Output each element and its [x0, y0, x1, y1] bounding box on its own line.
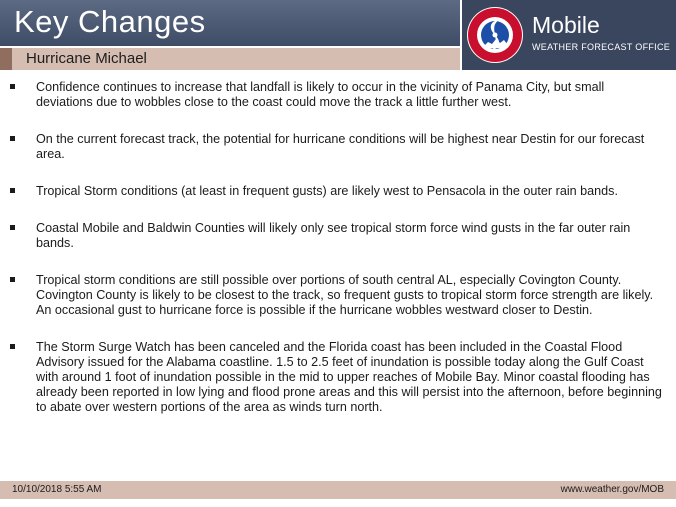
bullet-marker-icon	[10, 277, 15, 282]
subtitle-accent	[0, 48, 12, 70]
bullet-marker-icon	[10, 84, 15, 89]
nws-logo	[466, 6, 524, 64]
list-item	[0, 184, 676, 199]
bullet-marker-icon	[10, 225, 15, 230]
bullet-text: Tropical storm conditions are still possible over portions of south central AL, especially Covington County. Covington County is likely to be closest to the track, so frequent gusts to tropical storm force strength are likely. An occasional gust to hurricane force is possible if the hurricane wobbles westward closer to Destin.	[36, 273, 654, 317]
page-subtitle: Hurricane Michael	[26, 50, 147, 67]
footer-url-link[interactable]: www.weather.gov/MOB	[560, 484, 664, 495]
office-subtitle: WEATHER FORECAST OFFICE	[532, 42, 671, 52]
title-band	[0, 0, 460, 46]
bullet-text: Confidence continues to increase that landfall is likely to occur in the vicinity of Panama City, but small deviations due to wobbles close to the coast could move the track a little further west.	[36, 80, 605, 109]
list-item	[0, 273, 676, 318]
list-item	[0, 221, 676, 251]
bullet-marker-icon	[10, 344, 15, 349]
list-item	[0, 340, 676, 415]
list-item	[0, 132, 676, 162]
office-panel	[462, 0, 676, 70]
bullet-text: Tropical Storm conditions (at least in frequent gusts) are likely west to Pensacola in the outer rain bands.	[36, 184, 618, 198]
subtitle-band	[0, 48, 460, 70]
list-item	[0, 80, 676, 110]
key-changes-list	[0, 80, 676, 415]
bullet-marker-icon	[10, 136, 15, 141]
slide-header	[0, 0, 676, 70]
bullet-marker-icon	[10, 188, 15, 193]
bullet-text: Coastal Mobile and Baldwin Counties will likely only see tropical storm force wind gusts in the far outer rain bands.	[36, 221, 631, 250]
bullet-text: The Storm Surge Watch has been canceled and the Florida coast has been included in the Coastal Flood Advisory issued for the Alabama coastline. 1.5 to 2.5 feet of inundation is possible today along the Gulf Coast with around 1 foot of inundation possible in the mid to upper reaches of Mobile Bay. Minor coastal flooding has already been reported in low lying and flood prone areas and this will persist into the afternoon, before beginning to abate over western portions of the area as winds turn north.	[36, 340, 662, 414]
footer-date: 10/10/2018 5:55 AM	[12, 484, 102, 495]
slide-footer	[0, 481, 676, 499]
office-name: Mobile	[532, 12, 600, 38]
page-title: Key Changes	[14, 4, 206, 39]
bullet-text: On the current forecast track, the potential for hurricane conditions will be highest near Destin for our forecast area.	[36, 132, 645, 161]
